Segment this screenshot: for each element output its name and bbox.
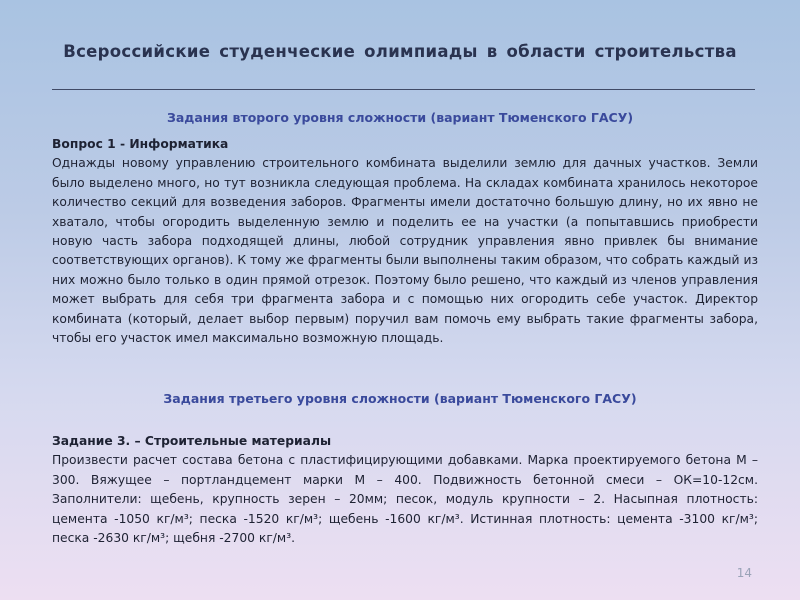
slide-title: Всероссийские студенческие олимпиады в области строительства [63,42,737,61]
page-number: 14 [736,566,752,580]
question-1-text: Однажды новому управлению строительного комбината выделили землю для дачных участков. Земли было выделено много, но тут возникла следующая проблема. На складах комбината хранилось некоторое количество секций для возведения заборов. Фрагменты имели достаточно большую длину, но их явно не хватало, чтобы огородить выделенную землю и поделить ее на участки (а попытавшись приобрести новую часть забора подходящей длины, любой сотрудник управления явно привлек бы внимание соответствующих органов). К тому же фрагменты были выполнены таким образом, что собрать каждый из них можно было только в один прямой отрезок. Поэтому было решено, что каждый из членов управления может выбрать для себя три фрагмента забора и с помощью них огородить себе участок. Директор комбината (который, делает выбор первым) поручил вам помочь ему выбрать такие фрагменты забора, чтобы его участок имел максимально возможную площадь. [52,156,758,346]
question-1-title: Вопрос 1 - Информатика [52,137,229,151]
task-3-title: Задание 3. – Строительные материалы [52,434,332,448]
task-3-block [52,432,758,548]
section-heading-level-2: Задания второго уровня сложности (вариант Тюменского ГАСУ) [166,110,634,125]
section-heading-level-3: Задания третьего уровня сложности (вариант Тюменского ГАСУ) [163,391,637,406]
question-1-block [52,135,758,348]
title-divider [52,89,755,90]
task-3-text: Произвести расчет состава бетона с пластифицирующими добавками. Марка проектируемого бетона М – 300. Вяжущее – портландцемент марки М – 400. Подвижность бетонной смеси – ОК=10-12см. Заполнители: щебень, крупность зерен – 20мм; песок, модуль крупности – 2. Насыпная плотность: цемента -1050 кг/м³; песка -1520 кг/м³; щебень -1600 кг/м³. Истинная плотность: цемента -3100 кг/м³; песка -2630 кг/м³; щебня -2700 кг/м³. [52,453,758,546]
